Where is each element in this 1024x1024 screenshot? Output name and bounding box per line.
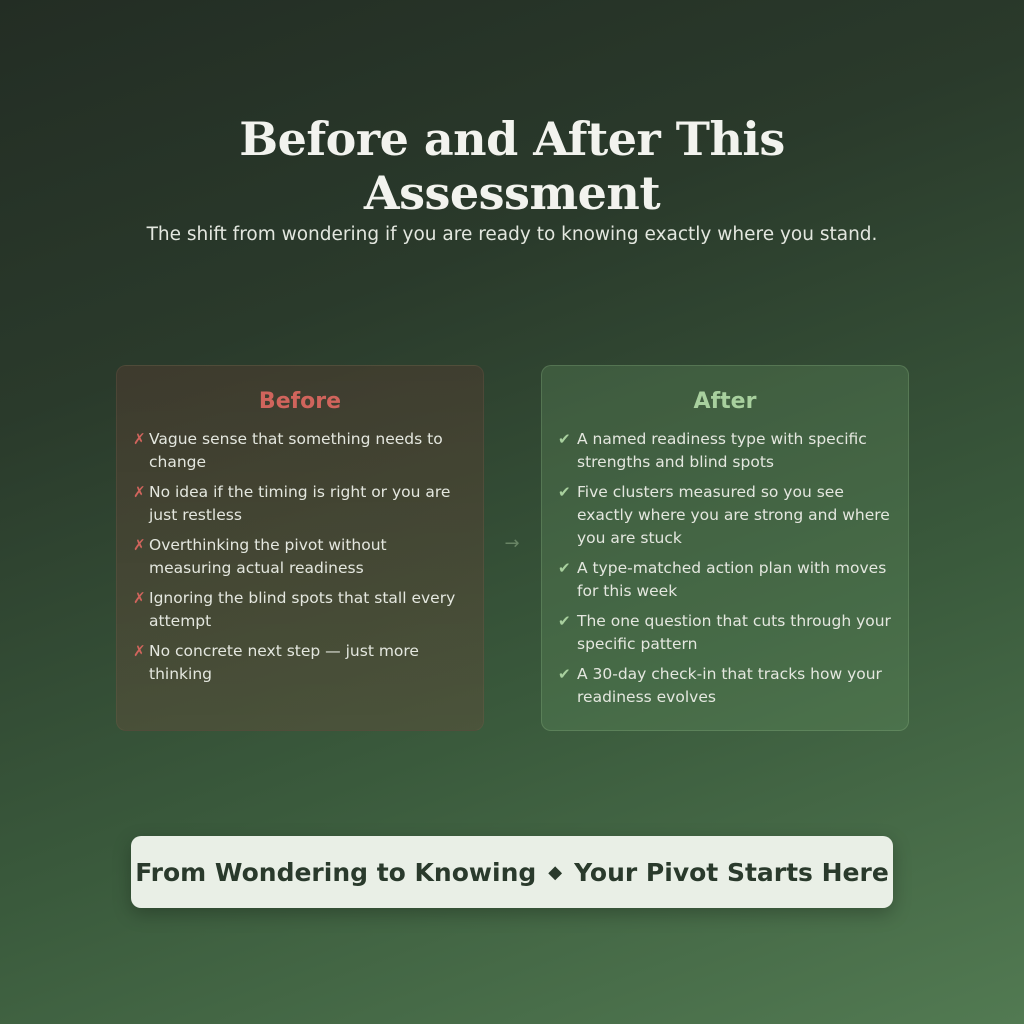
after-card	[541, 365, 909, 731]
page-title	[0, 112, 1024, 220]
banner-right-text: Your Pivot Starts Here	[574, 857, 889, 887]
check-mark-icon: ✔	[558, 483, 571, 501]
page-title-line-1: Before and After This	[239, 112, 785, 166]
after-item-text: The one question that cuts through your specific pattern	[577, 612, 891, 653]
after-heading: After	[693, 389, 757, 414]
cross-mark-icon: ✗	[133, 642, 146, 660]
after-list-item	[558, 428, 892, 474]
after-item-text: A named readiness type with specific strengths and blind spots	[577, 430, 867, 471]
diamond-icon: ◆	[548, 861, 563, 883]
before-item-text: No concrete next step — just more thinking	[149, 642, 419, 683]
cross-mark-icon: ✗	[133, 430, 146, 448]
after-item-text: A 30-day check-in that tracks how your readiness evolves	[577, 665, 882, 706]
before-card	[116, 365, 484, 731]
after-list-item	[558, 557, 892, 603]
after-item-text: A type-matched action plan with moves for this week	[577, 559, 887, 600]
before-list-item	[133, 640, 467, 686]
before-item-text: Vague sense that something needs to change	[149, 430, 443, 471]
cross-mark-icon: ✗	[133, 483, 146, 501]
arrow-right-icon: →	[504, 533, 520, 554]
banner-left-text: From Wondering to Knowing	[135, 857, 537, 887]
check-mark-icon: ✔	[558, 665, 571, 683]
page-subtitle: The shift from wondering if you are ready to knowing exactly where you stand.	[146, 224, 878, 245]
check-mark-icon: ✔	[558, 612, 571, 630]
after-list-item	[558, 481, 892, 550]
before-list-item	[133, 534, 467, 580]
after-list-item	[558, 610, 892, 656]
before-item-text: Overthinking the pivot without measuring actual readiness	[149, 536, 387, 577]
after-list	[558, 428, 892, 709]
before-list	[133, 428, 467, 686]
check-mark-icon: ✔	[558, 559, 571, 577]
before-list-item	[133, 587, 467, 633]
before-item-text: No idea if the timing is right or you are just restless	[149, 483, 451, 524]
after-item-text: Five clusters measured so you see exactly where you are strong and where you are stuck	[577, 483, 890, 547]
page-title-line-2: Assessment	[363, 166, 661, 220]
check-mark-icon: ✔	[558, 430, 571, 448]
before-item-text: Ignoring the blind spots that stall every attempt	[149, 589, 456, 630]
before-heading: Before	[258, 389, 342, 414]
after-list-item	[558, 663, 892, 709]
before-list-item	[133, 428, 467, 474]
tagline-banner	[131, 836, 893, 908]
cross-mark-icon: ✗	[133, 589, 146, 607]
cross-mark-icon: ✗	[133, 536, 146, 554]
before-list-item	[133, 481, 467, 527]
